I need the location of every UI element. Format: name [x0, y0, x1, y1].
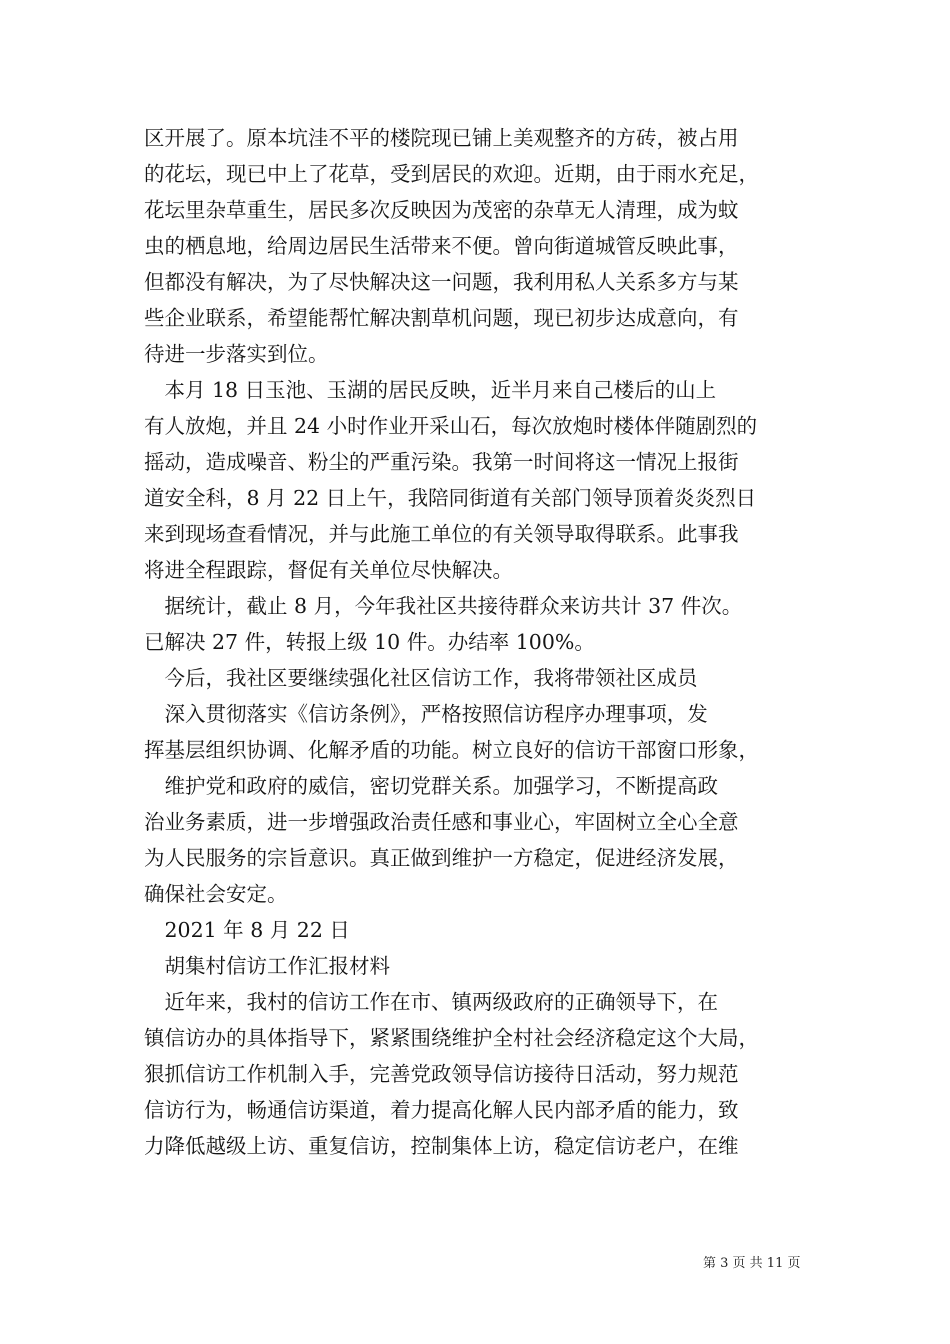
- text-line: 已解决 27 件，转报上级 10 件。办结率 100%。: [144, 630, 595, 654]
- text-line: 确保社会安定。: [144, 882, 288, 906]
- text-line: 狠抓信访工作机制入手，完善党政领导信访接待日活动，努力规范: [144, 1062, 739, 1086]
- text-line: 摇动，造成噪音、粉尘的严重污染。我第一时间将这一情况上报街: [144, 450, 739, 474]
- text-line: 据统计，截止 8 月，今年我社区共接待群众来访共计 37 件次。: [144, 594, 743, 618]
- text-line: 些企业联系，希望能帮忙解决割草机问题，现已初步达成意向，有: [144, 306, 739, 330]
- text-line: 本月 18 日玉池、玉湖的居民反映，近半月来自己楼后的山上: [144, 378, 717, 402]
- text-line: 今后，我社区要继续强化社区信访工作，我将带领社区成员: [144, 666, 698, 690]
- text-line: 治业务素质，进一步增强政治责任感和事业心，牢固树立全心全意: [144, 810, 739, 834]
- text-line: 胡集村信访工作汇报材料: [144, 954, 390, 978]
- text-line: 虫的栖息地，给周边居民生活带来不便。曾向街道城管反映此事，: [144, 234, 739, 258]
- text-line: 维护党和政府的威信，密切党群关系。加强学习，不断提高政: [144, 774, 718, 798]
- body-text: [144, 120, 844, 1164]
- text-line: 力降低越级上访、重复信访，控制集体上访，稳定信访老户，在维: [144, 1134, 739, 1158]
- text-line: 来到现场查看情况，并与此施工单位的有关领导取得联系。此事我: [144, 522, 739, 546]
- text-line: 近年来，我村的信访工作在市、镇两级政府的正确领导下，在: [144, 990, 718, 1014]
- page-number-footer: 第 3 页 共 11 页: [703, 1256, 801, 1271]
- text-line: 道安全科，8 月 22 日上午，我陪同街道有关部门领导顶着炎炎烈日: [144, 486, 757, 510]
- text-line: 挥基层组织协调、化解矛盾的功能。树立良好的信访干部窗口形象，: [144, 738, 759, 762]
- text-line: 但都没有解决，为了尽快解决这一问题，我利用私人关系多方与某: [144, 270, 739, 294]
- text-line: 深入贯彻落实《信访条例》，严格按照信访程序办理事项，发: [144, 702, 708, 726]
- text-line: 区开展了。原本坑洼不平的楼院现已铺上美观整齐的方砖，被占用: [144, 126, 739, 150]
- text-line: 镇信访办的具体指导下，紧紧围绕维护全村社会经济稳定这个大局，: [144, 1026, 759, 1050]
- text-line: 的花坛，现已中上了花草，受到居民的欢迎。近期，由于雨水充足，: [144, 162, 759, 186]
- text-line: 待进一步落实到位。: [144, 342, 329, 366]
- text-line: 2021 年 8 月 22 日: [144, 918, 350, 942]
- text-line: 为人民服务的宗旨意识。真正做到维护一方稳定，促进经济发展，: [144, 846, 739, 870]
- text-line: 有人放炮，并且 24 小时作业开采山石，每次放炮时楼体伴随剧烈的: [144, 414, 758, 438]
- text-line: 花坛里杂草重生，居民多次反映因为茂密的杂草无人清理，成为蚊: [144, 198, 739, 222]
- text-line: 信访行为，畅通信访渠道，着力提高化解人民内部矛盾的能力，致: [144, 1098, 739, 1122]
- text-line: 将进全程跟踪，督促有关单位尽快解决。: [144, 558, 513, 582]
